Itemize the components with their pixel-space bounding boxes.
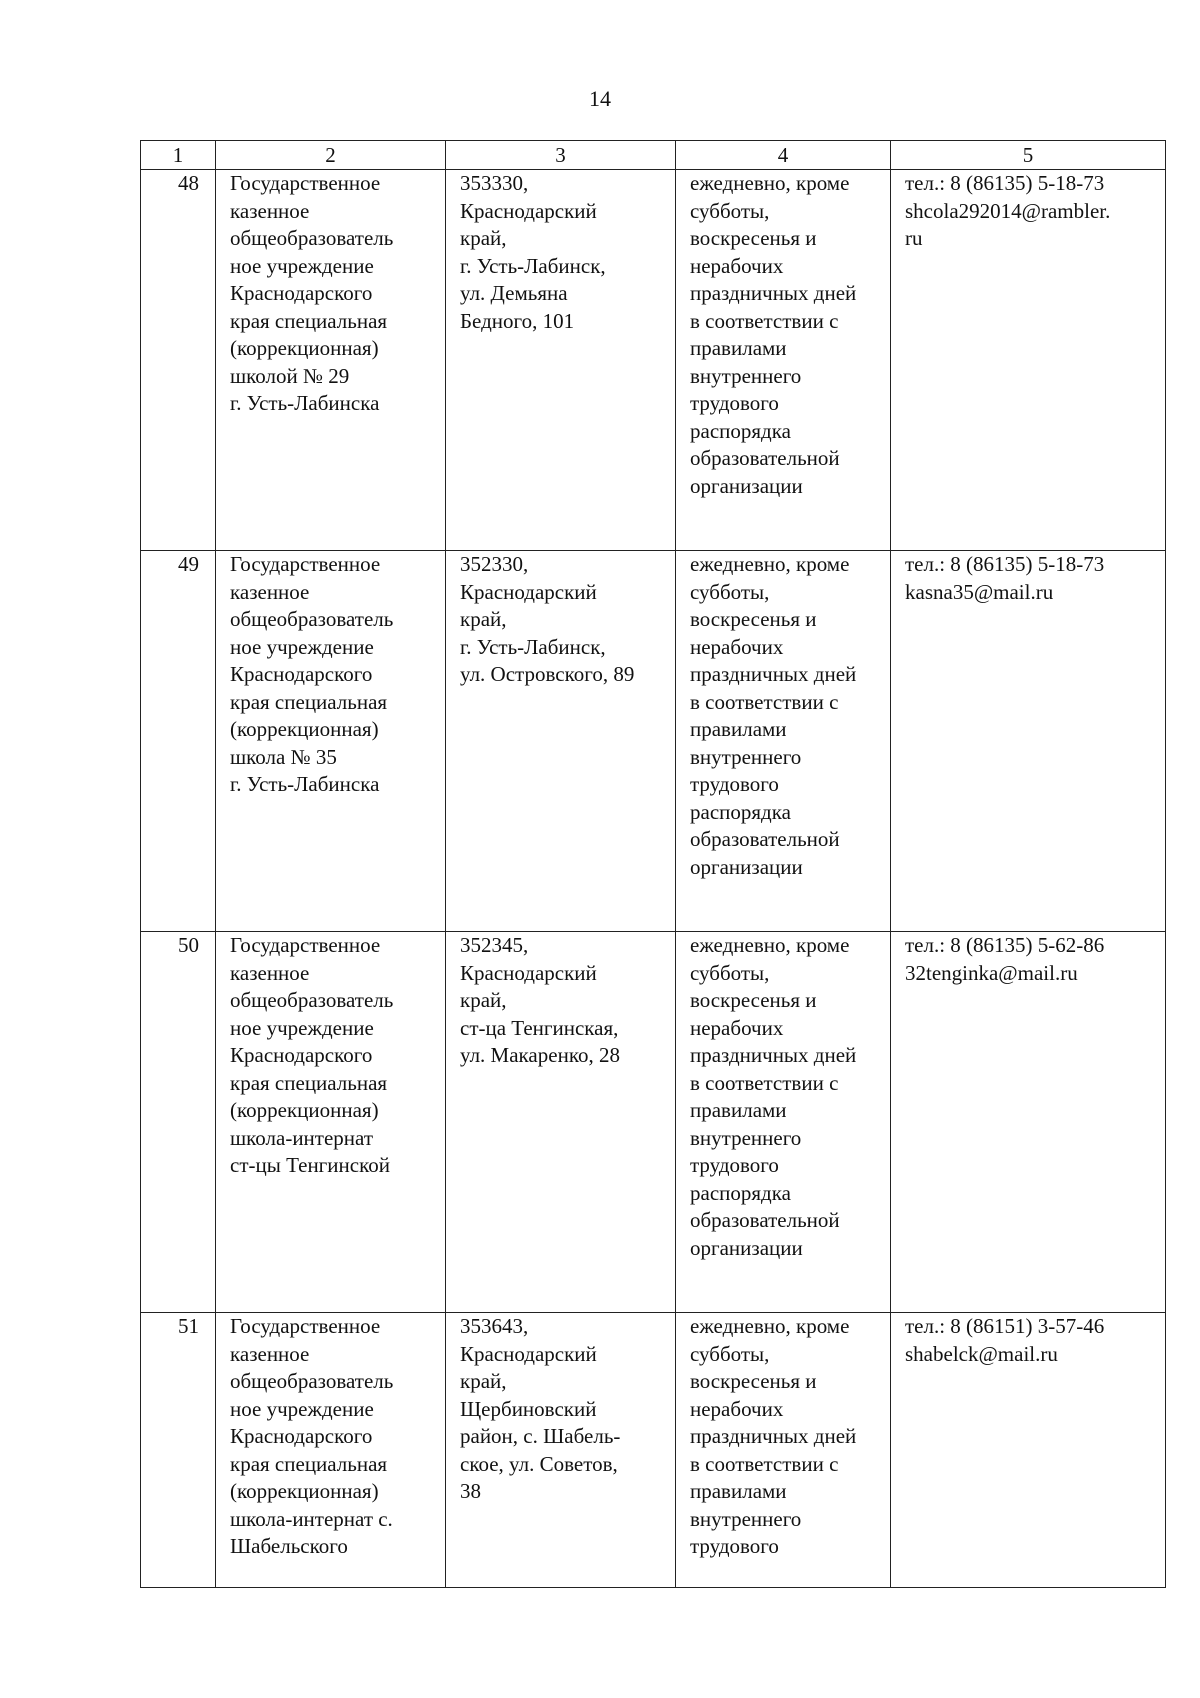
row-number: 49 [141,551,216,932]
institution-name: Государственное казенное общеобразователь ное учреждение Краснодарского края специальная (коррекционная) школой № 29 г. Усть-Лабинска [216,170,446,551]
contact-info: тел.: 8 (86135) 5-18-73 shcola292014@rambler. ru [891,170,1166,551]
contact-info: тел.: 8 (86151) 3-57-46 shabelck@mail.ru [891,1313,1166,1588]
working-schedule: ежедневно, кроме субботы, воскресенья и нерабочих праздничных дней в соответствии с правилами внутреннего трудового [676,1313,891,1588]
table-header [141,141,1166,170]
institution-name: Государственное казенное общеобразователь ное учреждение Краснодарского края специальная (коррекционная) школа-интернат с. Шабельского [216,1313,446,1588]
table-row [141,170,1166,551]
working-schedule: ежедневно, кроме субботы, воскресенья и нерабочих праздничных дней в соответствии с правилами внутреннего трудового распорядка образовательной организации [676,170,891,551]
institution-address: 352345, Краснодарский край, ст-ца Тенгинская, ул. Макаренко, 28 [446,932,676,1313]
table-row [141,932,1166,1313]
row-number: 51 [141,1313,216,1588]
table-row [141,551,1166,932]
column-header-4: 4 [676,141,891,170]
column-header-5: 5 [891,141,1166,170]
row-number: 50 [141,932,216,1313]
institution-address: 353643, Краснодарский край, Щербиновский район, с. Шабель- ское, ул. Советов, 38 [446,1313,676,1588]
working-schedule: ежедневно, кроме субботы, воскресенья и нерабочих праздничных дней в соответствии с правилами внутреннего трудового распорядка образовательной организации [676,932,891,1313]
table-body [141,170,1166,1588]
table-row [141,1313,1166,1588]
working-schedule: ежедневно, кроме субботы, воскресенья и нерабочих праздничных дней в соответствии с правилами внутреннего трудового распорядка образовательной организации [676,551,891,932]
row-number: 48 [141,170,216,551]
contact-info: тел.: 8 (86135) 5-62-86 32tenginka@mail.ru [891,932,1166,1313]
column-header-1: 1 [141,141,216,170]
institution-name: Государственное казенное общеобразователь ное учреждение Краснодарского края специальная (коррекционная) школа-интернат ст-цы Тенгинской [216,932,446,1313]
institution-address: 353330, Краснодарский край, г. Усть-Лабинск, ул. Демьяна Бедного, 101 [446,170,676,551]
column-header-2: 2 [216,141,446,170]
header-row [141,141,1166,170]
institutions-table [140,140,1166,1588]
institution-name: Государственное казенное общеобразователь ное учреждение Краснодарского края специальная (коррекционная) школа № 35 г. Усть-Лабинска [216,551,446,932]
page-number: 14 [589,86,611,111]
institution-address: 352330, Краснодарский край, г. Усть-Лабинск, ул. Островского, 89 [446,551,676,932]
contact-info: тел.: 8 (86135) 5-18-73 kasna35@mail.ru [891,551,1166,932]
column-header-3: 3 [446,141,676,170]
